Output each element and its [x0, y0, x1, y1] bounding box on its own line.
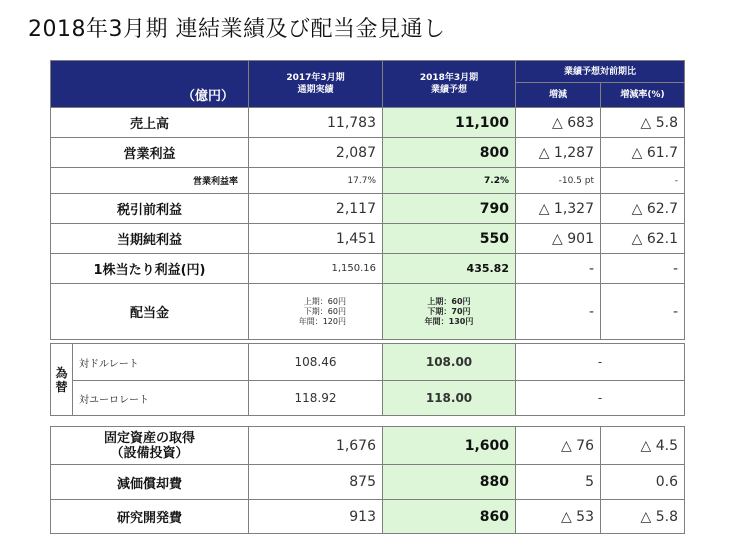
table-row: 1株当たり利益(円) 1,150.16 435.82 - - — [51, 254, 685, 284]
capex-table — [50, 426, 685, 534]
page-title: 2018年3月期 連結業績及び配当金見通し — [28, 17, 446, 42]
col-header-2017: 2017年3月期 通期実績 — [249, 61, 383, 108]
table-row: 税引前利益 2,117 790 △ 1,327 △ 62.7 — [51, 194, 685, 224]
earnings-table — [50, 60, 685, 340]
col-header-2018: 2018年3月期 業績予想 — [383, 61, 516, 108]
dividend-row: 配当金 上期：60円 下期：60円 年間：120円 上期：60円 下期：70円 年間：130円 - - — [51, 284, 685, 340]
table-row: 研究開発費 913 860 △ 53 △ 5.8 — [51, 500, 685, 534]
fx-group-label: 為 替 — [51, 344, 73, 416]
dividend-2018: 上期：60円 下期：70円 年間：130円 — [383, 284, 516, 340]
table-row: 為 替 対ドルレート 108.46 108.00 - — [51, 344, 685, 381]
col-header-change: 増減 — [516, 83, 601, 108]
table-row: 営業利益率 17.7% 7.2% -10.5 pt - — [51, 168, 685, 194]
unit-label: （億円） — [51, 61, 249, 108]
table-row: 固定資産の取得 （設備投資） 1,676 1,600 △ 76 △ 4.5 — [51, 427, 685, 465]
col-header-compare: 業績予想対前期比 — [516, 61, 685, 83]
table-row: 売上高 11,783 11,100 △ 683 △ 5.8 — [51, 108, 685, 138]
table-row: 営業利益 2,087 800 △ 1,287 △ 61.7 — [51, 138, 685, 168]
table-row: 減価償却費 875 880 5 0.6 — [51, 465, 685, 500]
col-header-change-rate: 増減率(%) — [601, 83, 685, 108]
fx-table — [50, 343, 685, 416]
dividend-2017: 上期：60円 下期：60円 年間：120円 — [249, 284, 383, 340]
table-row: 対ユーロレート 118.92 118.00 - — [51, 381, 685, 416]
table-row: 当期純利益 1,451 550 △ 901 △ 62.1 — [51, 224, 685, 254]
